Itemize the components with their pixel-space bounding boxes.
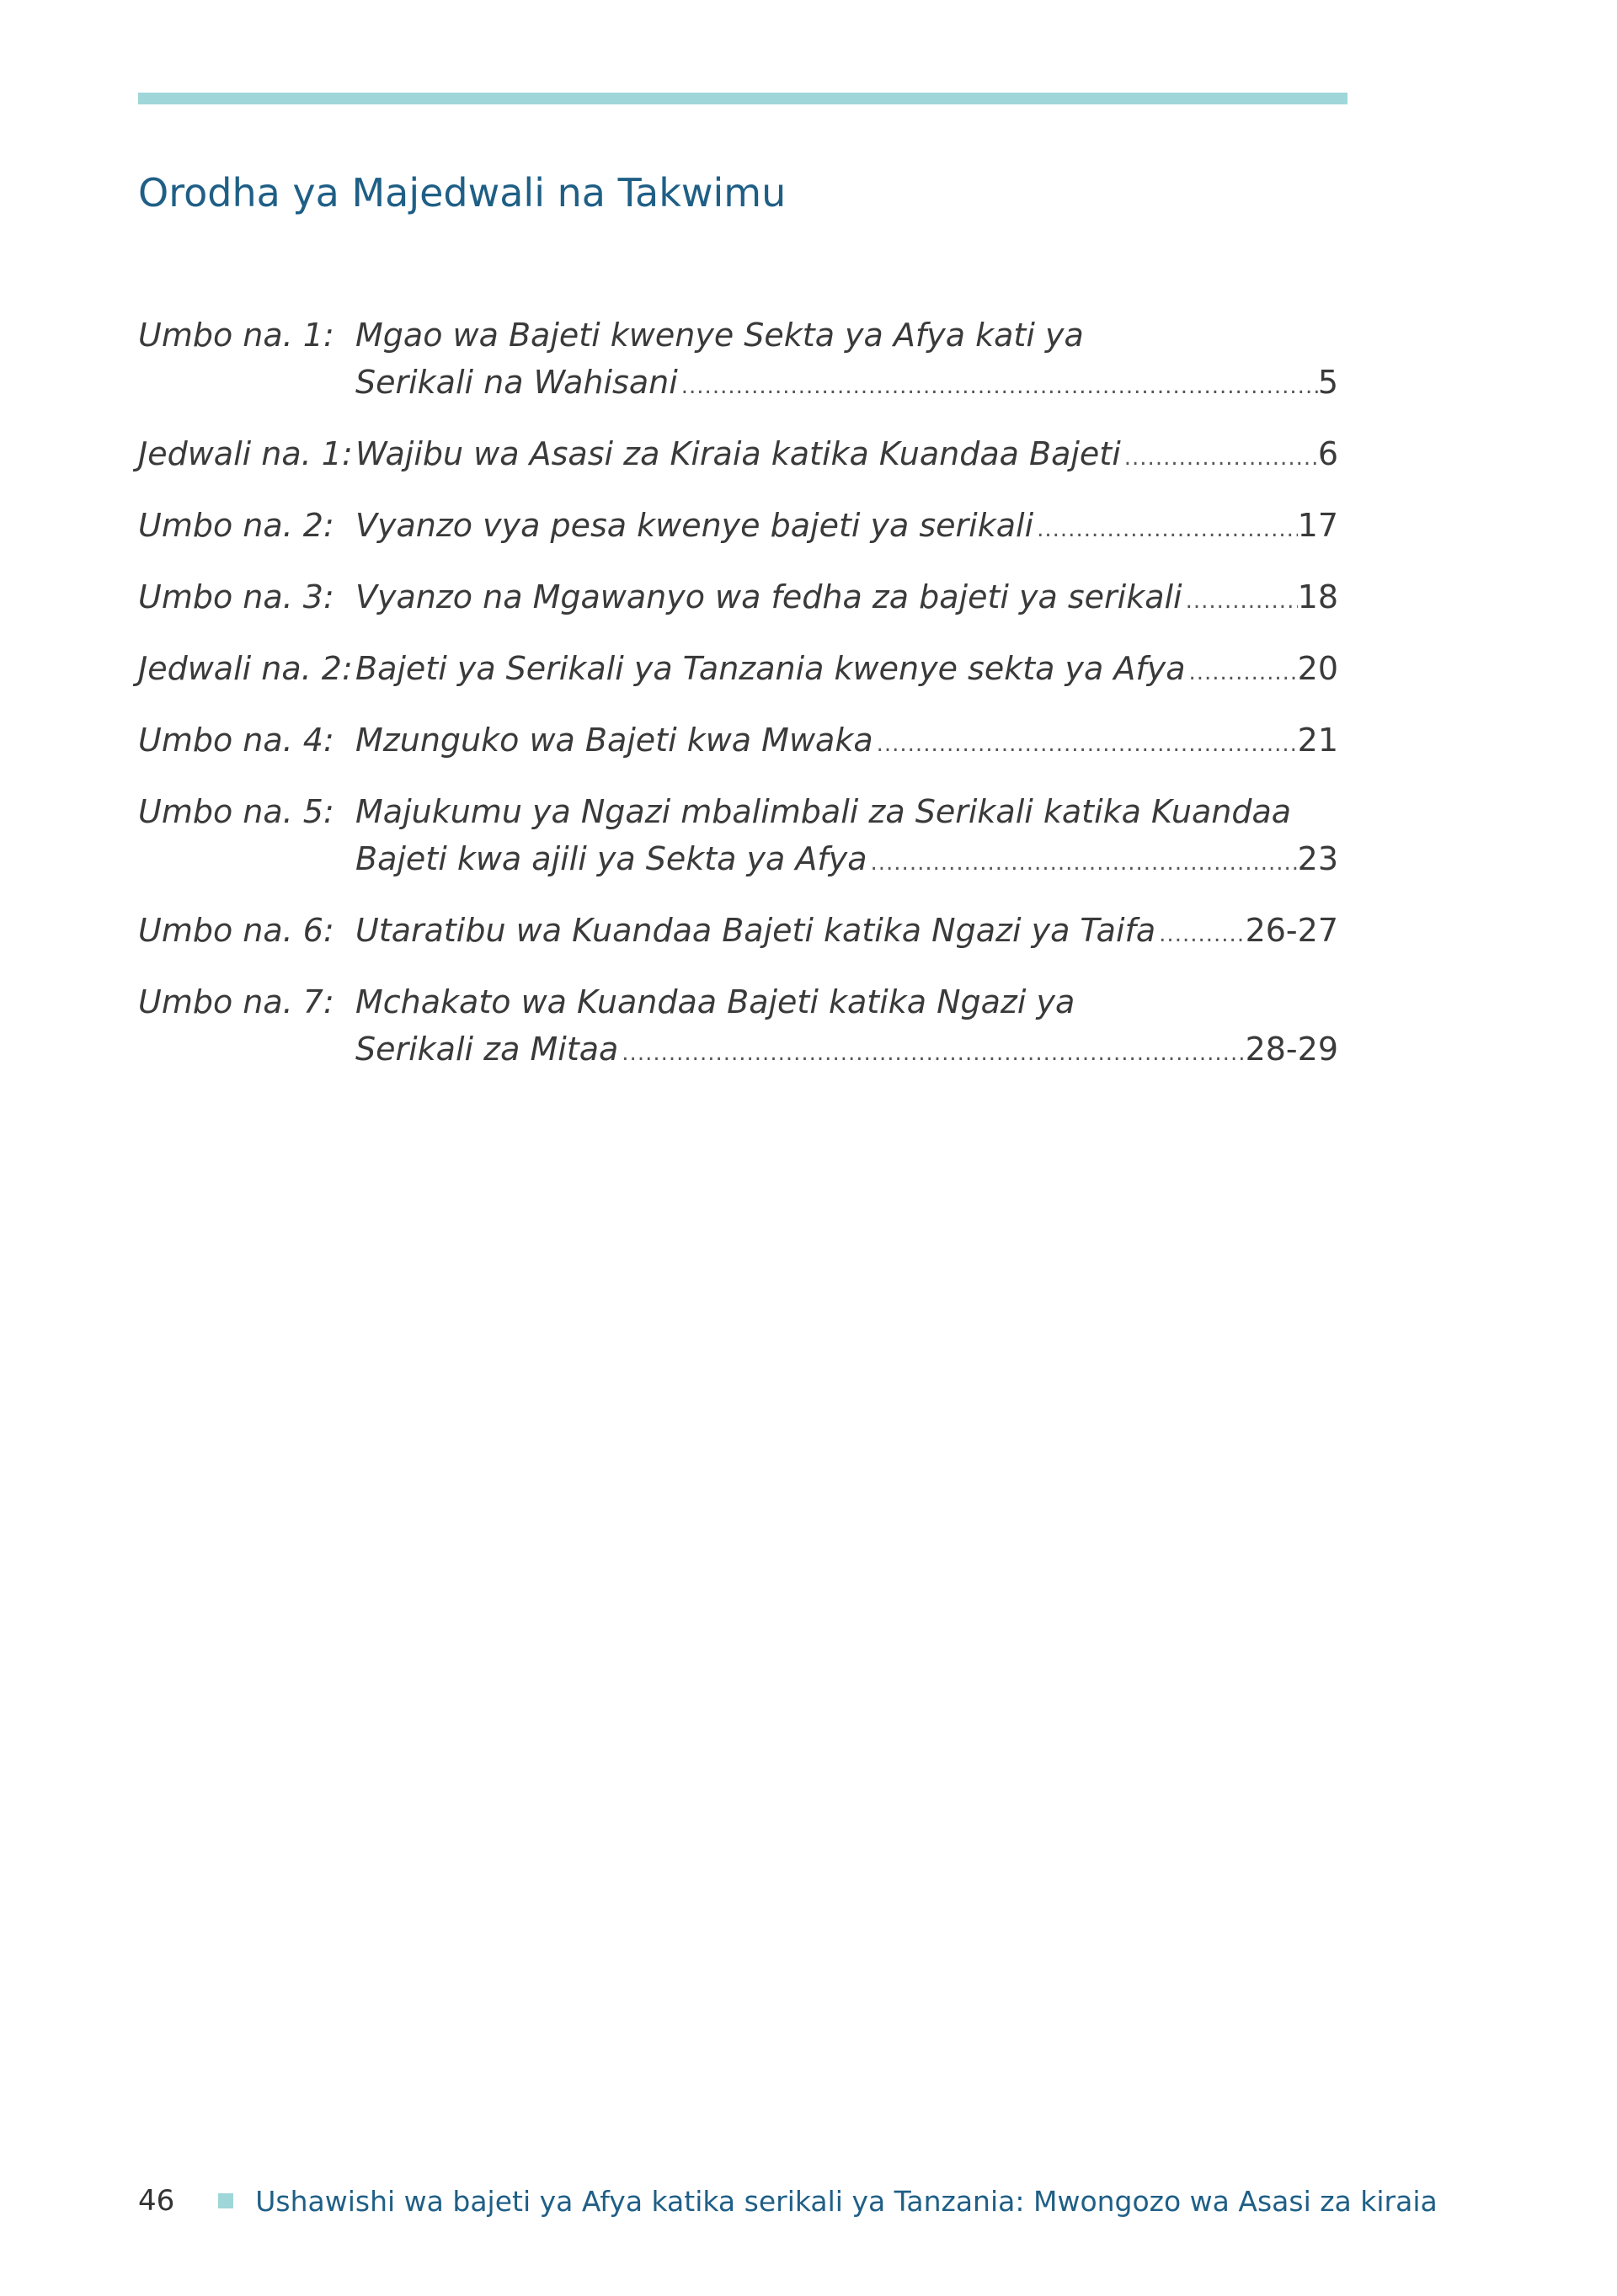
- toc-line: [355, 907, 1338, 958]
- toc-entry[interactable]: [138, 717, 1338, 768]
- toc-line: [355, 502, 1338, 553]
- toc-page-number: 5: [1317, 364, 1338, 401]
- toc-line: [355, 1025, 1338, 1077]
- toc-entry-label: Jedwali na. 1:: [138, 435, 353, 472]
- toc-entry-label: Umbo na. 5:: [138, 793, 334, 830]
- toc-entry-body: [355, 978, 1338, 1077]
- toc-entry-label: Umbo na. 7:: [138, 983, 334, 1020]
- dot-leader: [867, 835, 1298, 887]
- toc-entry-title: Vyanzo na Mgawanyo wa fedha za bajeti ya serikali: [355, 578, 1182, 615]
- dot-leader: [873, 717, 1298, 768]
- footer-running-title: Ushawishi wa bajeti ya Afya katika serikali ya Tanzania: Mwongozo wa Asasi za kiraia: [255, 2184, 1438, 2218]
- toc-entry[interactable]: [138, 645, 1338, 696]
- toc-entry-title: Mchakato wa Kuandaa Bajeti katika Ngazi ya: [355, 983, 1075, 1020]
- page-footer: [138, 2184, 1438, 2218]
- toc-entry-body: [355, 788, 1338, 887]
- dot-leader: [1182, 573, 1298, 625]
- toc-entry-body: [355, 717, 1338, 768]
- dot-leader: [618, 1025, 1245, 1077]
- toc-entry-label: Jedwali na. 2:: [138, 650, 353, 687]
- page-number: 46: [138, 2184, 175, 2218]
- toc-line: [355, 978, 1338, 1025]
- toc-line: [355, 645, 1338, 696]
- toc-entry-label: Umbo na. 3:: [138, 578, 334, 615]
- toc-line: [355, 788, 1338, 835]
- toc-page-number: 6: [1317, 435, 1338, 472]
- toc-entry-label: Umbo na. 2:: [138, 507, 334, 544]
- toc-list: [138, 312, 1338, 1097]
- top-accent-bar: [138, 93, 1348, 104]
- toc-page-number: 17: [1297, 507, 1338, 544]
- dot-leader: [1121, 430, 1318, 482]
- toc-entry-body: [355, 312, 1338, 410]
- toc-line: [355, 430, 1338, 482]
- toc-page-number: 20: [1297, 650, 1338, 687]
- toc-entry-body: [355, 645, 1338, 696]
- toc-entry-body: [355, 430, 1338, 482]
- toc-entry[interactable]: [138, 312, 1338, 410]
- toc-entry[interactable]: [138, 430, 1338, 482]
- toc-entry-title: Utaratibu wa Kuandaa Bajeti katika Ngazi ya Taifa: [355, 912, 1156, 949]
- toc-page-number: 26-27: [1245, 912, 1338, 949]
- toc-entry[interactable]: [138, 788, 1338, 887]
- page-title: Orodha ya Majedwali na Takwimu: [138, 170, 787, 216]
- toc-entry-title: Mgao wa Bajeti kwenye Sekta ya Afya kati ya: [355, 317, 1084, 354]
- toc-entry[interactable]: [138, 907, 1338, 958]
- toc-line: [355, 573, 1338, 625]
- toc-entry-label: Umbo na. 4:: [138, 722, 334, 759]
- toc-entry-body: [355, 573, 1338, 625]
- square-bullet-icon: [218, 2193, 233, 2208]
- toc-entry-title: Vyanzo vya pesa kwenye bajeti ya serikali: [355, 507, 1034, 544]
- dot-leader: [678, 359, 1318, 410]
- toc-entry-label: Umbo na. 6:: [138, 912, 334, 949]
- toc-entry[interactable]: [138, 573, 1338, 625]
- toc-entry-title: Bajeti kwa ajili ya Sekta ya Afya: [355, 840, 867, 877]
- dot-leader: [1033, 502, 1298, 553]
- toc-line: [355, 312, 1338, 359]
- toc-page-number: 18: [1297, 578, 1338, 615]
- toc-line: [355, 359, 1338, 410]
- toc-line: [355, 717, 1338, 768]
- toc-entry-title: Serikali na Wahisani: [355, 364, 678, 401]
- toc-entry-title: Wajibu wa Asasi za Kiraia katika Kuandaa Bajeti: [355, 435, 1121, 472]
- toc-entry-label: Umbo na. 1:: [138, 317, 334, 354]
- toc-entry[interactable]: [138, 502, 1338, 553]
- toc-entry-title: Mzunguko wa Bajeti kwa Mwaka: [355, 722, 873, 759]
- toc-page-number: 21: [1297, 722, 1338, 759]
- toc-page-number: 23: [1297, 840, 1338, 877]
- toc-entry-title: Serikali za Mitaa: [355, 1031, 619, 1068]
- toc-entry-title: Majukumu ya Ngazi mbalimbali za Serikali katika Kuandaa: [355, 793, 1292, 830]
- toc-entry[interactable]: [138, 978, 1338, 1077]
- dot-leader: [1185, 645, 1297, 696]
- toc-entry-body: [355, 907, 1338, 958]
- toc-entry-title: Bajeti ya Serikali ya Tanzania kwenye sekta ya Afya: [355, 650, 1186, 687]
- toc-entry-body: [355, 502, 1338, 553]
- toc-line: [355, 835, 1338, 887]
- dot-leader: [1155, 907, 1245, 958]
- toc-page-number: 28-29: [1245, 1031, 1338, 1068]
